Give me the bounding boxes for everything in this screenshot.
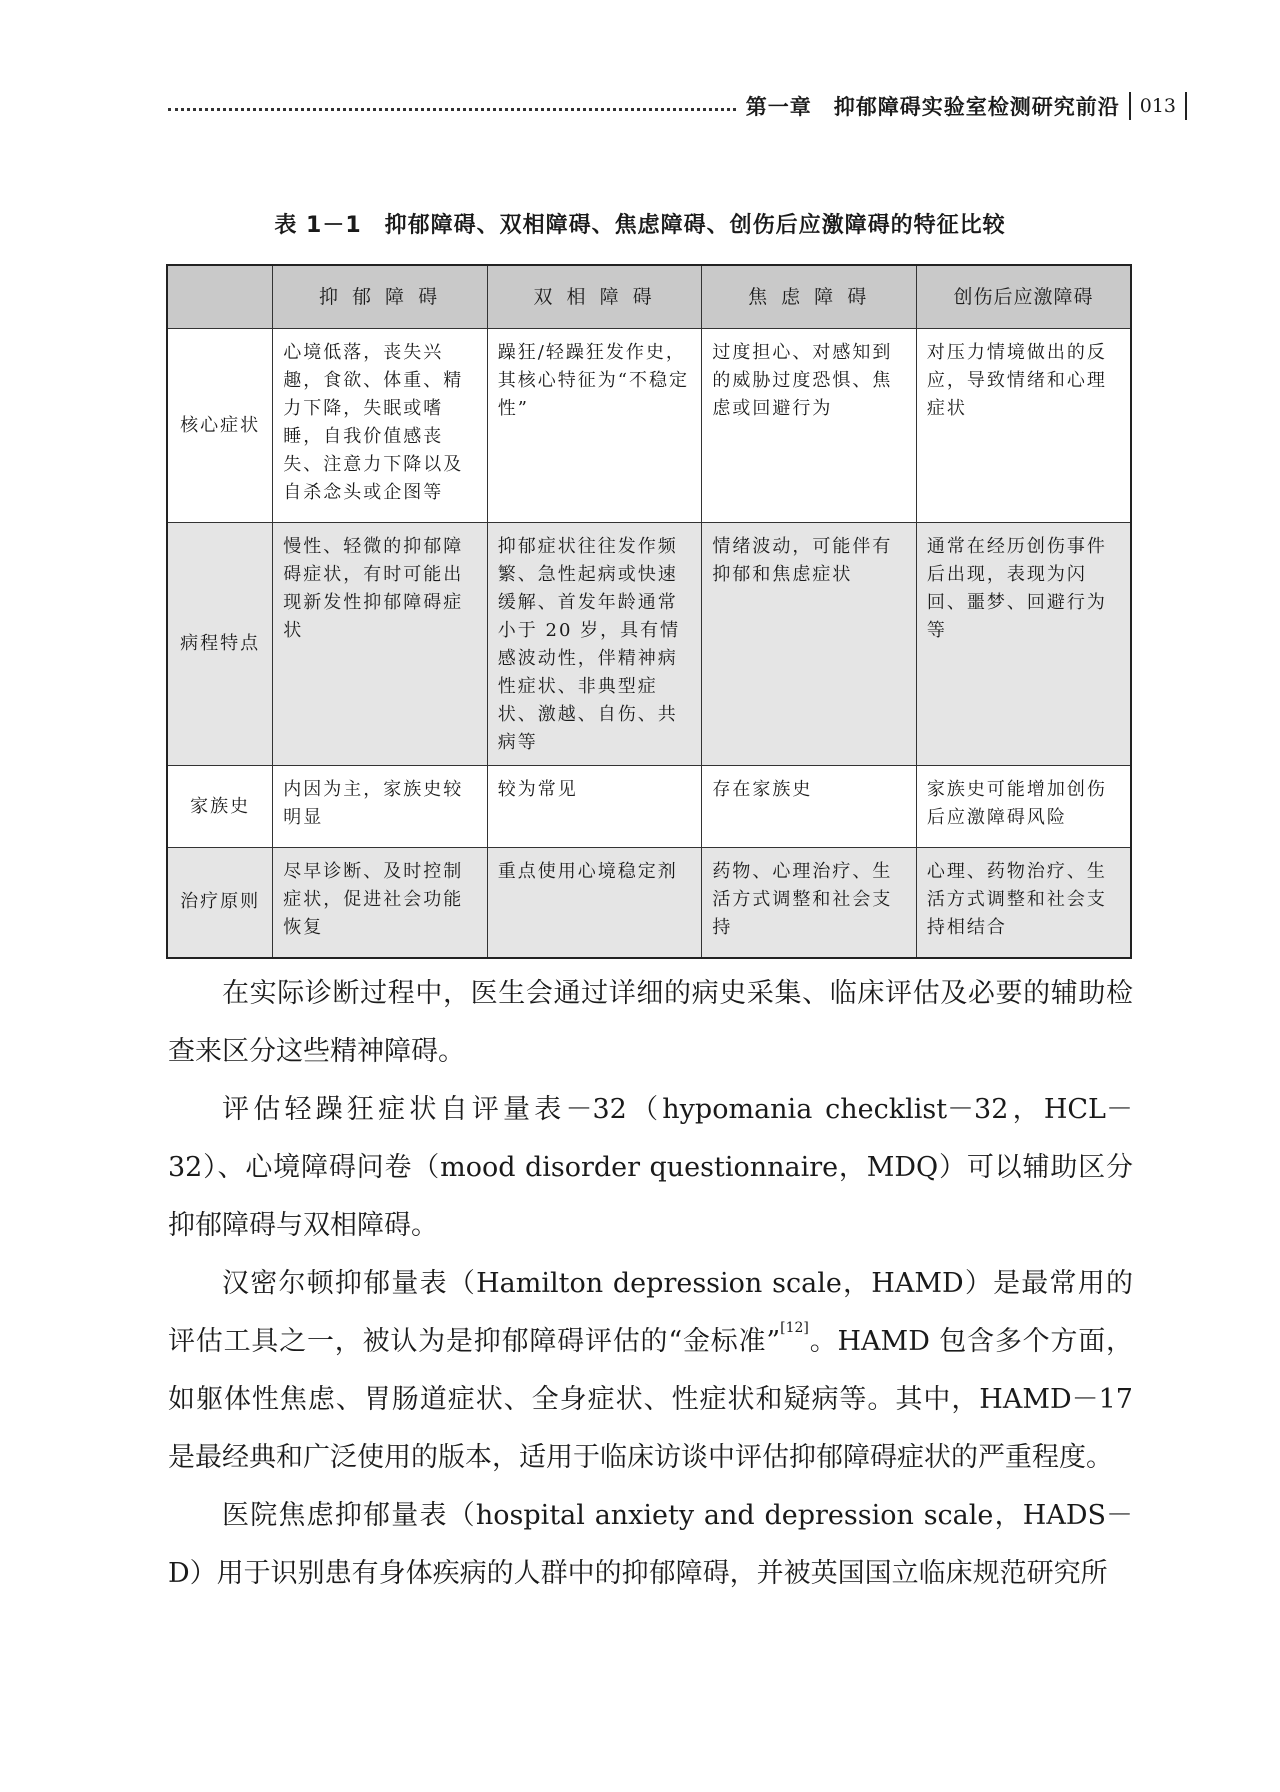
table-row <box>167 848 1131 958</box>
table-cell: 过度担心、对感知到的威胁过度恐惧、焦虑或回避行为 <box>702 329 917 523</box>
header-cell-anxiety: 焦 虑 障 碍 <box>702 265 917 329</box>
table-cell: 慢性、轻微的抑郁障碍症状，有时可能出现新发性抑郁障碍症状 <box>273 523 488 766</box>
table-cell: 心境低落，丧失兴趣，食欲、体重、精力下降，失眠或嗜睡，自我价值感丧失、注意力下降以及自杀念头或企图等 <box>273 329 488 523</box>
row-label: 病程特点 <box>167 523 273 766</box>
header-cell-ptsd: 创伤后应激障碍 <box>916 265 1131 329</box>
row-label: 核心症状 <box>167 329 273 523</box>
body-text <box>168 965 1133 1603</box>
table-cell: 躁狂/轻躁狂发作史，其核心特征为“不稳定性” <box>487 329 702 523</box>
table-cell: 情绪波动，可能伴有抑郁和焦虑症状 <box>702 523 917 766</box>
table-cell: 家族史可能增加创伤后应激障碍风险 <box>916 766 1131 848</box>
table-cell: 内因为主，家族史较明显 <box>273 766 488 848</box>
chapter-title: 第一章 抑郁障碍实验室检测研究前沿 <box>745 94 1120 119</box>
header-cell-depression: 抑 郁 障 碍 <box>273 265 488 329</box>
paragraph: 医院焦虑抑郁量表（hospital anxiety and depression scale，HADS－D）用于识别患有身体疾病的人群中的抑郁障碍，并被英国国立临床规范研究所 <box>168 1500 1133 1589</box>
table-caption: 表 1－1 抑郁障碍、双相障碍、焦虑障碍、创伤后应激障碍的特征比较 <box>274 213 1006 238</box>
row-label: 家族史 <box>167 766 273 848</box>
citation-reference: [12] <box>780 1320 809 1336</box>
table-cell: 存在家族史 <box>702 766 917 848</box>
row-label: 治疗原则 <box>167 848 273 958</box>
table-cell: 重点使用心境稳定剂 <box>487 848 702 958</box>
paragraph-text: 汉密尔顿抑郁量表（Hamilton depression scale，HAMD）是最常用的评估工具之一，被认为是抑郁障碍评估的“金标准” <box>168 1268 1133 1357</box>
table-cell: 抑郁症状往往发作频繁、急性起病或快速缓解、首发年龄通常小于 20 岁，具有情感波动性，伴精神病性症状、非典型症状、激越、自伤、共病等 <box>487 523 702 766</box>
table-cell: 药物、心理治疗、生活方式调整和社会支持 <box>702 848 917 958</box>
header-separator-right <box>1185 92 1187 120</box>
header-cell-empty <box>167 265 273 329</box>
table-row <box>167 766 1131 848</box>
paragraph <box>168 1255 1133 1487</box>
paragraph: 评估轻躁狂症状自评量表－32（hypomania checklist－32，HCL－32）、心境障碍问卷（mood disorder questionnaire，MDQ）可以辅助区分抑郁障碍与双相障碍。 <box>168 1094 1133 1241</box>
header-cell-bipolar: 双 相 障 碍 <box>487 265 702 329</box>
dotted-leader <box>168 108 736 111</box>
paragraph: 在实际诊断过程中，医生会通过详细的病史采集、临床评估及必要的辅助检查来区分这些精神障碍。 <box>168 978 1133 1067</box>
table-cell: 尽早诊断、及时控制症状，促进社会功能恢复 <box>273 848 488 958</box>
table-cell: 对压力情境做出的反应，导致情绪和心理症状 <box>916 329 1131 523</box>
table-row <box>167 523 1131 766</box>
table-cell: 通常在经历创伤事件后出现，表现为闪回、噩梦、回避行为等 <box>916 523 1131 766</box>
table-cell: 心理、药物治疗、生活方式调整和社会支持相结合 <box>916 848 1131 958</box>
paragraph-text: 。HAMD 包含多个方面，如躯体性焦虑、胃肠道症状、全身症状、性症状和疑病等。其中，HAMD－17 是最经典和广泛使用的版本，适用于临床访谈中评估抑郁障碍症状的严重程度。 <box>168 1326 1134 1473</box>
header-separator <box>1129 92 1131 120</box>
running-header <box>168 86 1196 126</box>
table-header-row <box>167 265 1131 329</box>
table-row <box>167 329 1131 523</box>
comparison-table <box>166 264 1132 959</box>
table-cell: 较为常见 <box>487 766 702 848</box>
page-number: 013 <box>1139 95 1176 117</box>
